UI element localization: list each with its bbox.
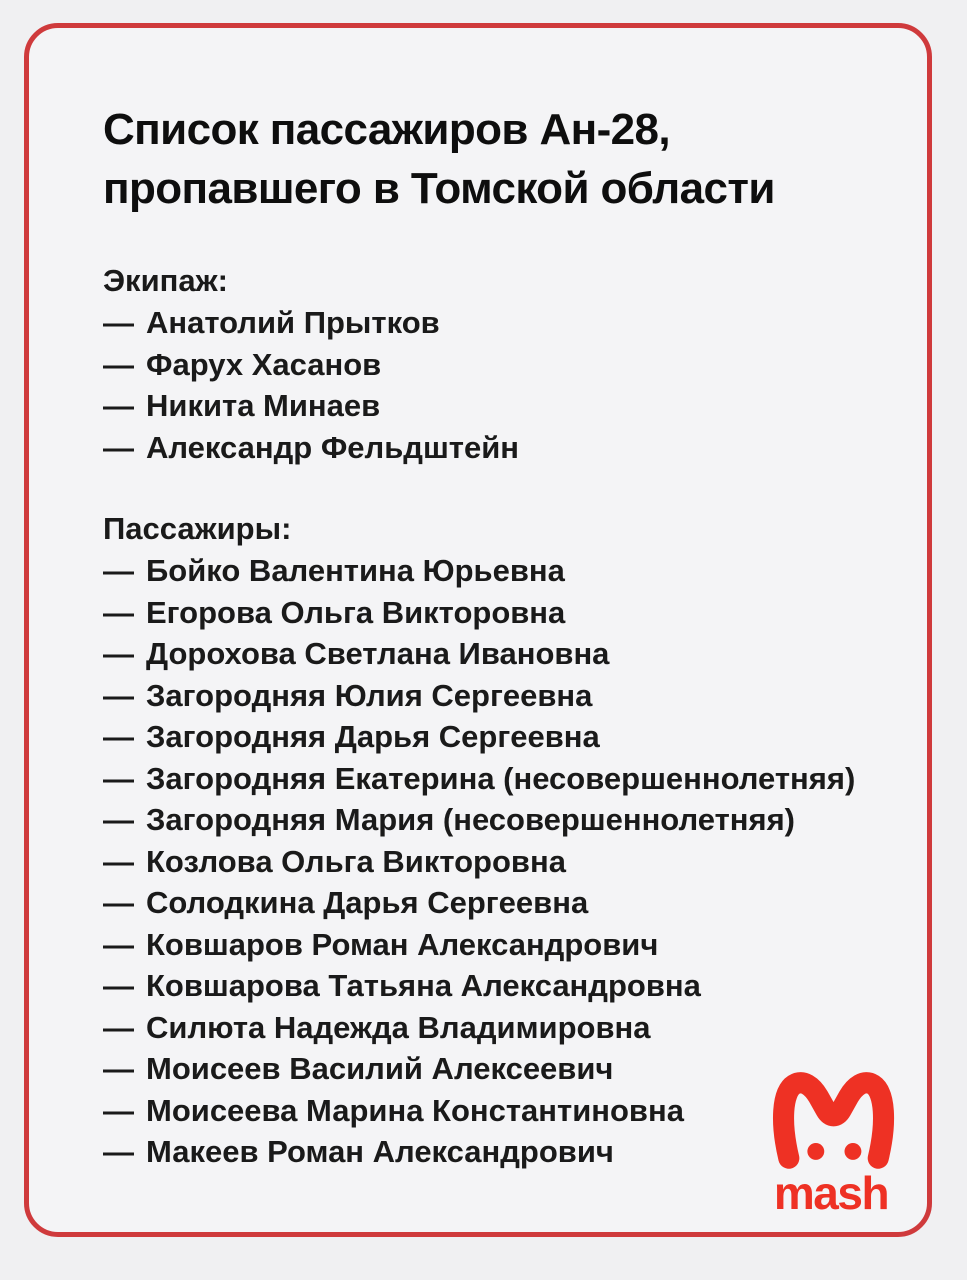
crew-list-item (103, 344, 872, 386)
mash-wordmark: mash (773, 1167, 889, 1219)
crew-section-label: Экипаж: (103, 263, 228, 298)
passenger-list-item (103, 924, 872, 966)
passenger-name: Силюта Надежда Владимировна (146, 1009, 651, 1045)
crew-member-name: Никита Минаев (146, 388, 381, 423)
passenger-name: Макеев Роман Александрович (146, 1134, 614, 1169)
passenger-name: Ковшарова Татьяна Александровна (146, 968, 701, 1003)
passenger-name: Бойко Валентина Юрьевна (146, 553, 565, 588)
dash-prefix: — (103, 388, 134, 423)
passenger-name: Ковшаров Роман Александрович (146, 926, 659, 962)
dash-prefix: — (103, 843, 134, 879)
dash-prefix: — (103, 885, 134, 920)
dash-prefix: — (103, 636, 134, 671)
crew-member-name: Александр Фельдштейн (146, 429, 519, 465)
crew-list-item (103, 385, 872, 427)
crew-list-item (103, 302, 872, 344)
dash-prefix: — (103, 429, 134, 465)
passengers-section-label: Пассажиры: (103, 511, 292, 546)
page-title-line1: Список пассажиров Ан-28, (103, 105, 671, 154)
passenger-list-item (103, 841, 872, 883)
passenger-name: Моисеев Василий Алексеевич (146, 1051, 614, 1086)
dash-prefix: — (103, 1009, 134, 1045)
passenger-list-item (103, 1090, 872, 1132)
passengers-section (103, 508, 872, 1173)
page-title (103, 100, 872, 218)
passengers-list (103, 550, 872, 1173)
dash-prefix: — (103, 760, 134, 796)
dash-prefix: — (103, 1092, 134, 1128)
passenger-name: Егорова Ольга Викторовна (146, 594, 566, 630)
passenger-list-item (103, 965, 872, 1007)
dash-prefix: — (103, 802, 134, 837)
passenger-name: Загородняя Екатерина (несовершеннолетняя) (146, 760, 856, 796)
passenger-name: Загородняя Мария (несовершеннолетняя) (146, 802, 795, 837)
passenger-list-item (103, 758, 872, 800)
page-title-line2: пропавшего в Томской области (103, 164, 775, 213)
passenger-name: Загородняя Дарья Сергеевна (146, 719, 600, 754)
passenger-name: Загородняя Юлия Сергеевна (146, 677, 593, 713)
crew-section (103, 260, 872, 468)
dash-prefix: — (103, 926, 134, 962)
passenger-name: Моисеева Марина Константиновна (146, 1092, 684, 1128)
passenger-list-item (103, 675, 872, 717)
crew-list (103, 302, 872, 468)
dash-prefix: — (103, 346, 134, 382)
dash-prefix: — (103, 677, 134, 713)
dash-prefix: — (103, 1134, 134, 1169)
passenger-list-item (103, 1131, 872, 1173)
mash-logo (761, 1062, 901, 1219)
dash-prefix: — (103, 594, 134, 630)
passenger-list-item (103, 799, 872, 841)
passenger-list-item (103, 1048, 872, 1090)
dash-prefix: — (103, 1051, 134, 1086)
passenger-list-item (103, 633, 872, 675)
dash-prefix: — (103, 719, 134, 754)
dash-prefix: — (103, 968, 134, 1003)
mash-cat-icon (767, 1062, 895, 1170)
passenger-name: Козлова Ольга Викторовна (146, 843, 566, 879)
passenger-name: Солодкина Дарья Сергеевна (146, 885, 589, 920)
passenger-list-item (103, 592, 872, 634)
card-content (29, 28, 927, 1173)
passenger-list-item (103, 1007, 872, 1049)
crew-member-name: Фарух Хасанов (146, 346, 382, 382)
passenger-list-item (103, 550, 872, 592)
crew-member-name: Анатолий Прытков (146, 305, 440, 340)
crew-list-item (103, 427, 872, 469)
passenger-name: Дорохова Светлана Ивановна (146, 636, 610, 671)
dash-prefix: — (103, 553, 134, 588)
news-card (24, 23, 932, 1237)
passenger-list-item (103, 882, 872, 924)
dash-prefix: — (103, 305, 134, 340)
passenger-list-item (103, 716, 872, 758)
